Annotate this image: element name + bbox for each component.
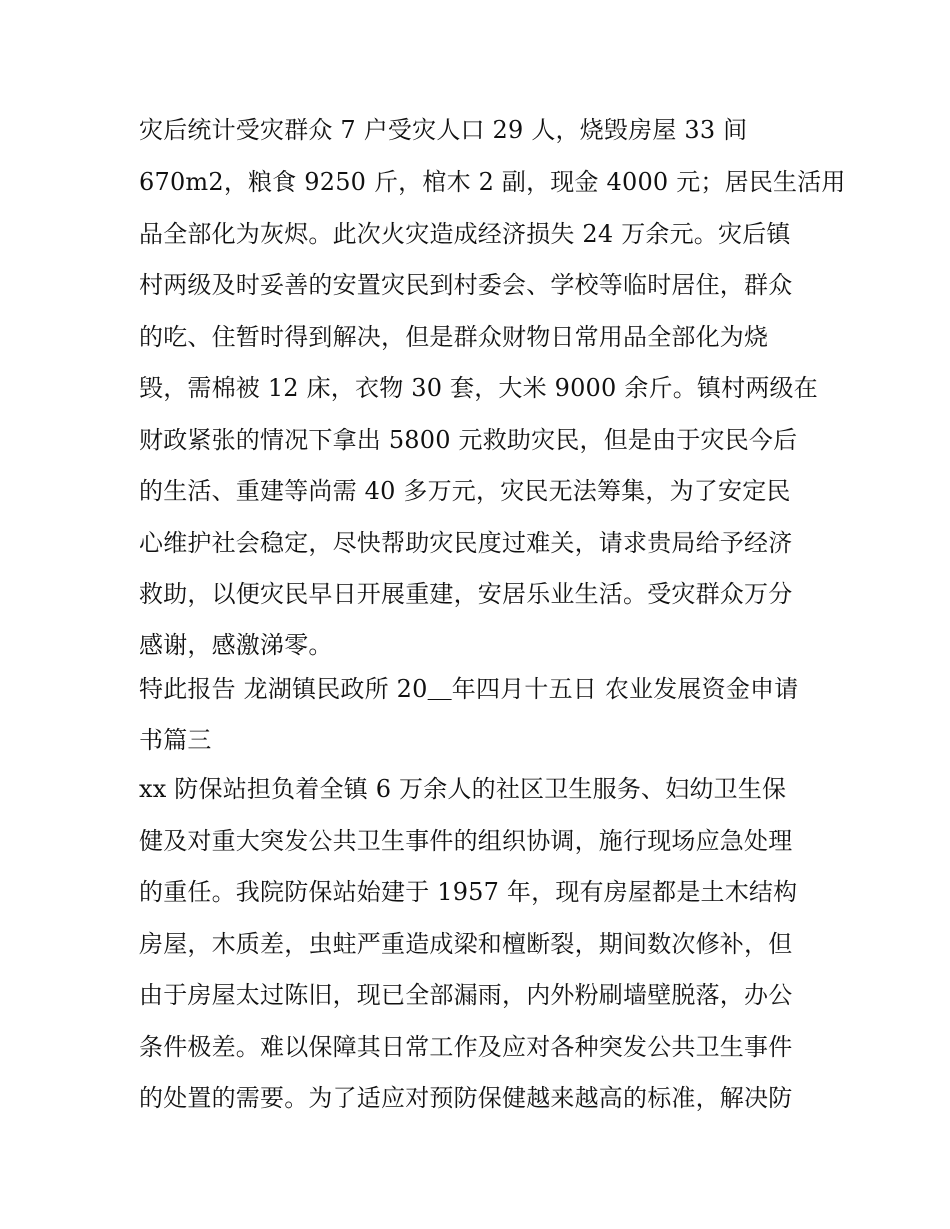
text-line: xx 防保站担负着全镇 6 万余人的社区卫生服务、妇幼卫生保 (139, 775, 787, 803)
text-line: 书篇三 (139, 726, 212, 754)
text-line: 毁，需棉被 12 床，衣物 30 套，大米 9000 余斤。镇村两级在 (139, 374, 818, 402)
text-line: 灾后统计受灾群众 7 户受灾人口 29 人，烧毁房屋 33 间 (139, 116, 748, 144)
text-line: 的吃、住暂时得到解决，但是群众财物日常用品全部化为烧 (139, 323, 769, 351)
text-line: 由于房屋太过陈旧，现已全部漏雨，内外粉刷墙壁脱落，办公 (139, 981, 793, 1009)
text-line: 救助，以便灾民早日开展重建，安居乐业生活。受灾群众万分 (139, 580, 793, 608)
text-line: 村两级及时妥善的安置灾民到村委会、学校等临时居住，群众 (139, 271, 793, 299)
text-line: 健及对重大突发公共卫生事件的组织协调，施行现场应急处理 (139, 827, 793, 855)
text-line: 条件极差。难以保障其日常工作及应对各种突发公共卫生事件 (139, 1033, 793, 1061)
text-line: 房屋，木质差，虫蛀严重造成梁和檀断裂，期间数次修补，但 (139, 930, 793, 958)
text-line: 心维护社会稳定，尽快帮助灾民度过难关，请求贵局给予经济 (139, 529, 793, 557)
text-line: 品全部化为灰烬。此次火灾造成经济损失 24 万余元。灾后镇 (139, 220, 791, 248)
text-line: 财政紧张的情况下拿出 5800 元救助灾民，但是由于灾民今后 (139, 426, 798, 454)
text-line: 的重任。我院防保站始建于 1957 年，现有房屋都是土木结构 (139, 878, 798, 906)
text-line: 的处置的需要。为了适应对预防保健越来越高的标准，解决防 (139, 1084, 793, 1112)
text-line: 670m2，粮食 9250 斤，棺木 2 副，现金 4000 元；居民生活用 (139, 168, 846, 196)
text-line: 的生活、重建等尚需 40 多万元，灾民无法筹集，为了安定民 (139, 477, 791, 505)
text-line: 特此报告 龙湖镇民政所 20＿年四月十五日 农业发展资金申请 (139, 675, 799, 703)
text-line: 感谢，感激涕零。 (139, 631, 333, 659)
